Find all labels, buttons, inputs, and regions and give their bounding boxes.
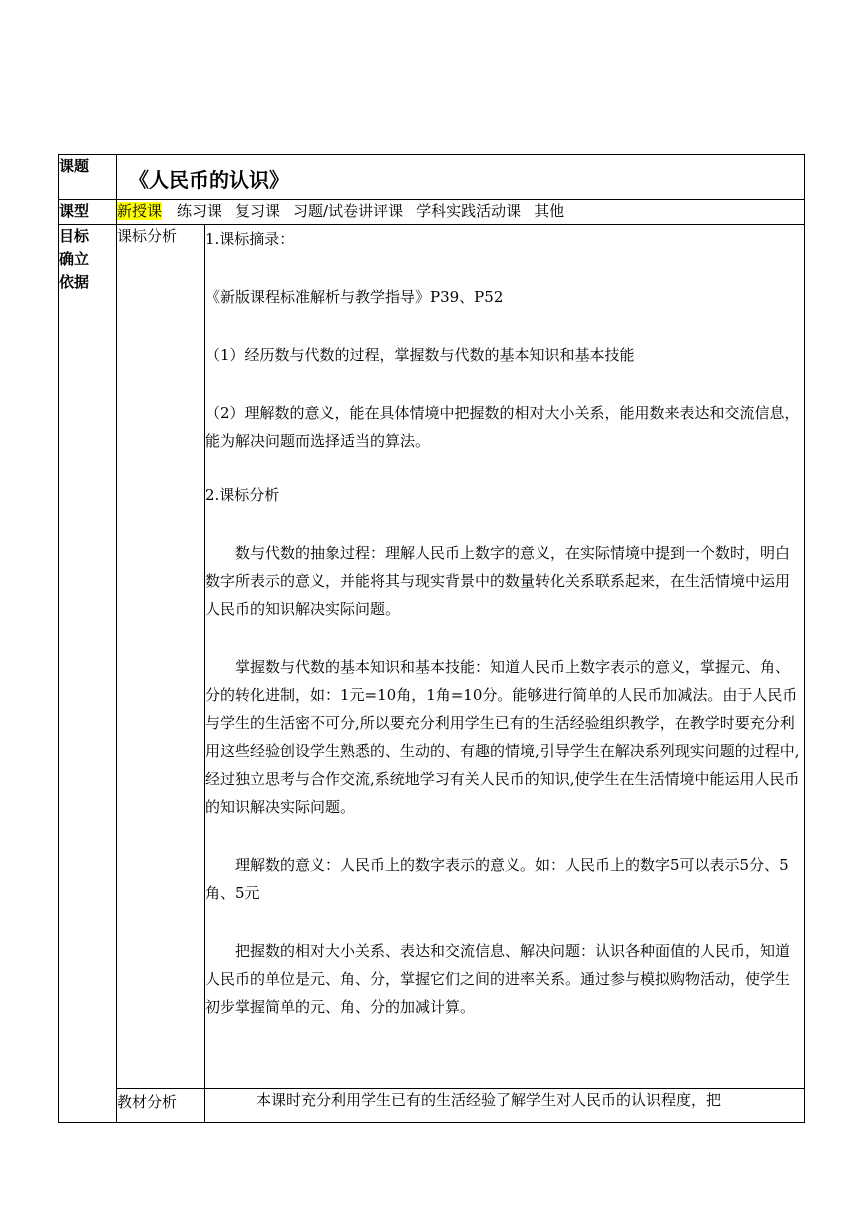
analysis-paragraph-2: 掌握数与代数的基本知识和基本技能：知道人民币上数字表示的意义，掌握元、角、分的转化进制，如：1元=10角，1角=10分。能够进行简单的人民币加减法。由于人民币与学生的生活密不可分,所以要充分利用学生已有的生活经验组织教学，在教学时要充分利用这些经验创设学生熟悉的、生动的、有趣的情境,引导学生在解决系列现实问题的过程中,经过独立思考与合作交流,系统地学习有关人民币的知识,使学生在生活情境中能运用人民币的知识解决实际问题。: [205, 658, 800, 816]
analysis-paragraph-4: 把握数的相对大小关系、表达和交流信息、解决问题：认识各种面值的人民币，知道人民币的单位是元、角、分，掌握它们之间的进率关系。通过参与模拟购物活动，使学生初步掌握简单的元、角、分的加减计算。: [205, 942, 791, 1016]
type-option-review: 复习课: [235, 202, 281, 220]
textbook-analysis-content: 本课时充分利用学生已有的生活经验了解学生对人民币的认识程度，把: [205, 1089, 805, 1123]
lesson-title: 《人民币的认识》: [129, 168, 289, 192]
standard-item-1: （1）经历数与代数的过程，掌握数与代数的基本知识和基本技能: [205, 346, 635, 364]
label-goal-line2: 确立: [59, 250, 90, 268]
label-textbook-analysis: 教材分析: [117, 1089, 205, 1123]
heading-standard-excerpt: 1.课标摘录：: [205, 230, 295, 248]
label-goal-line1: 目标: [59, 227, 90, 245]
analysis-paragraph-1: 数与代数的抽象过程：理解人民币上数字的意义，在实际情境中提到一个数时，明白数字所表示的意义，并能将其与现实背景中的数量转化关系联系起来，在生活情境中运用人民币的知识解决实际问题。: [205, 544, 791, 618]
type-option-new: 新授课: [117, 202, 163, 220]
analysis-paragraph-3: 理解数的意义：人民币上的数字表示的意义。如：人民币上的数字5可以表示5分、5角、5元: [205, 856, 789, 902]
type-option-exercise-review: 习题/试卷讲评课: [293, 202, 404, 220]
type-option-other: 其他: [534, 202, 565, 220]
label-type: 课型: [59, 200, 117, 225]
lesson-plan-table: [58, 154, 805, 1123]
row-goal: [59, 225, 805, 1089]
lesson-type-options: [117, 200, 805, 225]
heading-standard-analysis: 2.课标分析: [205, 486, 280, 504]
label-goal-basis: [59, 225, 117, 1123]
type-option-practice: 练习课: [177, 202, 223, 220]
label-goal-line3: 依据: [59, 273, 90, 291]
row-title: [59, 155, 805, 200]
type-option-practice-activity: 学科实践活动课: [416, 202, 522, 220]
standard-item-2: （2）理解数的意义，能在具体情境中把握数的相对大小关系，能用数来表达和交流信息，能为解决问题而选择适当的算法。: [205, 404, 800, 450]
label-topic: 课题: [59, 155, 117, 200]
standard-reference: 《新版课程标准解析与教学指导》P39、P52: [205, 288, 504, 306]
row-type: [59, 200, 805, 225]
row-textbook: [59, 1089, 805, 1123]
label-standard-analysis: 课标分析: [117, 225, 205, 1089]
standard-analysis-content: [205, 225, 805, 1089]
